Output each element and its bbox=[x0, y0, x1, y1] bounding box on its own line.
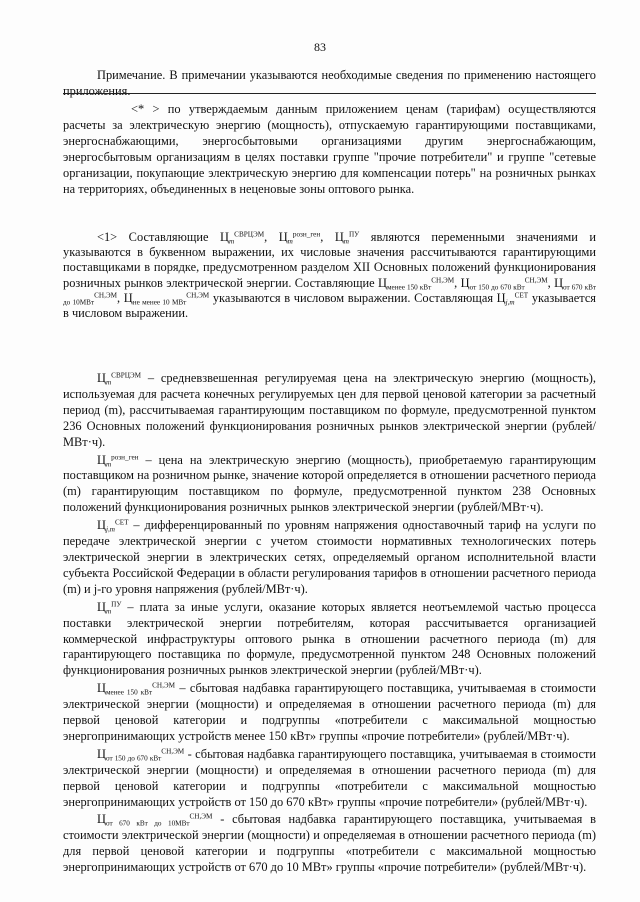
fn1-text-2: являются переменными значениями и указываются в буквенном выражении, их числовые значения рассчитываются гарантирующими поставщиками в порядке, предусмотренном разделом XII Основных положений функционирования розничных рынков электрической энергии. Составляющие Ц bbox=[63, 230, 596, 290]
fn1-sup-cnem: СН,ЭМ bbox=[186, 291, 210, 300]
footnote-divider bbox=[63, 93, 596, 94]
symbol-ts: Ц bbox=[97, 371, 106, 385]
fn1-sep: , bbox=[547, 275, 555, 290]
def-svrcem bbox=[63, 371, 596, 451]
fn1-sub-less150: менее 150 кВт bbox=[386, 283, 432, 292]
symbol-ts: Ц bbox=[97, 681, 106, 696]
footnote-star: <* > по утверждаемым данным приложением ценам (тарифам) осуществляются расчеты за электрическую энергию (мощность), отпускаемую гарантирующими поставщиками, энергоснабжающими, энергосбытовыми организациями другим энергоснабжающим, энергосбытовым организациям в целях поставки группе "прочие потребители" и группе "сетевые организации, покупающие электрическую энергию для компенсации потерь" на розничных рынках на территориях, объединенных в неценовые зоны оптового рынка. bbox=[63, 102, 596, 196]
fn1-text-4: указывается в числовом выражении. bbox=[63, 290, 597, 321]
page-number: 83 bbox=[314, 40, 326, 54]
def-sup-pu: ПУ bbox=[111, 600, 122, 609]
fn1-sub-m: m bbox=[287, 237, 293, 246]
def-symbol bbox=[97, 747, 184, 761]
symbol-ts: Ц bbox=[97, 452, 106, 467]
def-sup-set: СЕТ bbox=[114, 518, 129, 527]
def-sub-150-670: от 150 до 670 кВт bbox=[105, 754, 162, 763]
def-sup-svrcem: СВРЦЭМ bbox=[111, 371, 142, 380]
symbol-ts: Ц bbox=[97, 599, 106, 614]
def-symbol bbox=[97, 600, 121, 614]
def-sub-m: m bbox=[105, 607, 112, 616]
def-symbol bbox=[97, 681, 175, 695]
fn1-sup-cnem: СН,ЭМ bbox=[524, 276, 548, 285]
fn1-sep: , bbox=[454, 275, 461, 290]
symbol-ts: Ц bbox=[460, 275, 470, 290]
definitions bbox=[63, 371, 596, 878]
def-text-670-10: - сбытовая надбавка гарантирующего поставщика, учитываемая в стоимости электрической энергии (мощности) и определяемая в отношении расчетного периода (m) для первой ценовой категории и подгруппы «потребители с максимальной мощностью энергопринимающих устройств от 670 до 10 МВт» группы «прочие потребители» (рублей/МВт·ч). bbox=[63, 812, 596, 875]
footnote-1 bbox=[63, 230, 596, 321]
def-text-rozn: – цена на электрическую энергию (мощность), приобретаемую гарантирующим поставщиком на розничном рынке, значение которой определяется в отношении расчетного периода (m) гарантирующим поставщиком по формуле, предусмотренной пунктом 238 Основных положений функционирования розничных рынков электрической энергии (рублей/МВт·ч). bbox=[63, 452, 596, 515]
fn1-sup-pu: ПУ bbox=[348, 230, 360, 239]
symbol-ts: Ц bbox=[123, 290, 133, 305]
def-pu bbox=[63, 600, 596, 680]
symbol-ts: Ц bbox=[554, 275, 564, 290]
fn1-sup-cnem: СН,ЭМ bbox=[94, 291, 118, 300]
fn1-sup-svrcem: СВРЦЭМ bbox=[234, 230, 265, 239]
fn1-text-1: <1> Составляющие Ц bbox=[97, 230, 229, 244]
note-paragraph: Примечание. В примечании указываются необходимые сведения по применению настоящего приложения. bbox=[63, 68, 596, 98]
symbol-ts: Ц bbox=[97, 812, 106, 827]
def-symbol bbox=[97, 371, 141, 385]
symbol-ts: Ц bbox=[97, 518, 106, 533]
fn1-sub-150-670: от 150 до 670 кВт bbox=[469, 283, 525, 292]
def-text-pu: – плата за иные услуги, оказание которых является неотъемлемой частью процесса поставки электрической энергии потребителям, которая рассчитывается организацией коммерческой инфраструктуры оптового рынка в отношении расчетного периода (m) для гарантирующего поставщика по формуле, предусмотренной пунктом 248 Основных положений функционирования розничных рынков электрической энергии (рублей/МВт·ч). bbox=[63, 599, 596, 678]
def-sub-less150: менее 150 кВт bbox=[105, 688, 153, 697]
fn1-sub-670-10: от 670 кВт до 10МВт bbox=[63, 283, 597, 307]
def-sub-jm: j,m bbox=[105, 525, 115, 534]
def-less150 bbox=[63, 681, 596, 745]
symbol-ts: Ц bbox=[334, 230, 344, 244]
def-sub-m: m bbox=[105, 460, 112, 469]
symbol-ts: Ц bbox=[278, 230, 288, 244]
def-sup-cnem: СН,ЭМ bbox=[152, 681, 176, 690]
def-symbol bbox=[97, 812, 212, 826]
fn1-sep: , bbox=[117, 290, 124, 305]
def-sub-670-10: от 670 кВт до 10МВт bbox=[105, 819, 190, 828]
fn1-sub-m: m bbox=[228, 237, 235, 246]
def-670-10 bbox=[63, 812, 596, 876]
def-set bbox=[63, 518, 596, 598]
symbol-ts: Ц bbox=[97, 746, 106, 761]
def-sup-cnem: СН,ЭМ bbox=[161, 747, 185, 756]
fn1-sep: , bbox=[264, 230, 279, 244]
fn1-sub-no-less10: не менее 10 МВт bbox=[132, 298, 187, 307]
def-symbol bbox=[97, 453, 139, 467]
def-text-less150: – сбытовая надбавка гарантирующего поставщика, учитываемая в стоимости электрической энергии (мощности) и определяемая в отношении расчетного периода (m) для первой ценовой категории и подгруппы «потребители с максимальной мощностью энергопринимающих устройств менее 150 кВт» группы «прочие потребители» (рублей/МВт·ч). bbox=[63, 681, 596, 743]
def-text-svrcem: – средневзвешенная регулируемая цена на электрическую энергию (мощность), используемая для расчета конечных регулируемых цен для первой ценовой категории за расчетный период (m), рассчитываемая гарантирующим поставщиком по формуле, предусмотренной пунктом 236 Основных положений функционирования розничных рынков электрической энергии (рублей/МВт·ч). bbox=[63, 371, 596, 449]
def-sup-rozn: розн_ген bbox=[111, 453, 139, 462]
fn1-sup-cnem: СН,ЭМ bbox=[431, 276, 455, 285]
fn1-text-3: указываются в числовом выражении. Составляющая Ц bbox=[209, 290, 506, 305]
def-sub-m: m bbox=[105, 378, 112, 387]
fn1-sep: , bbox=[320, 230, 335, 244]
def-text-150-670: - сбытовая надбавка гарантирующего поставщика, учитываемая в стоимости электрической энергии (мощности) и определяемая в отношении расчетного периода (m) для первой ценовой категории и подгруппы «потребители с максимальной мощностью энергопринимающих устройств от 150 до 670 кВт» группы «прочие потребители» (рублей/МВт·ч). bbox=[63, 746, 596, 809]
fn1-sub-jm: j,m bbox=[505, 298, 515, 307]
fn1-sup-set: СЕТ bbox=[514, 291, 529, 300]
def-text-set: – дифференцированный по уровням напряжения одноставочный тариф на услуги по передаче электрической энергии с учетом стоимости нормативных технологических потерь электрической энергии в электрических сетях, определяемый органом исполнительной власти субъекта Российской Федерации в области регулирования тарифов в отношении расчетного периода (m) и j-го уровня напряжения (рублей/МВт·ч). bbox=[63, 518, 596, 596]
fn1-sub-m: m bbox=[343, 237, 349, 246]
fn1-sup-rozn: розн_ген bbox=[292, 230, 321, 239]
def-symbol bbox=[97, 518, 129, 532]
def-150-670 bbox=[63, 747, 596, 811]
def-sup-cnem: СН,ЭМ bbox=[189, 812, 213, 821]
def-rozn bbox=[63, 453, 596, 517]
